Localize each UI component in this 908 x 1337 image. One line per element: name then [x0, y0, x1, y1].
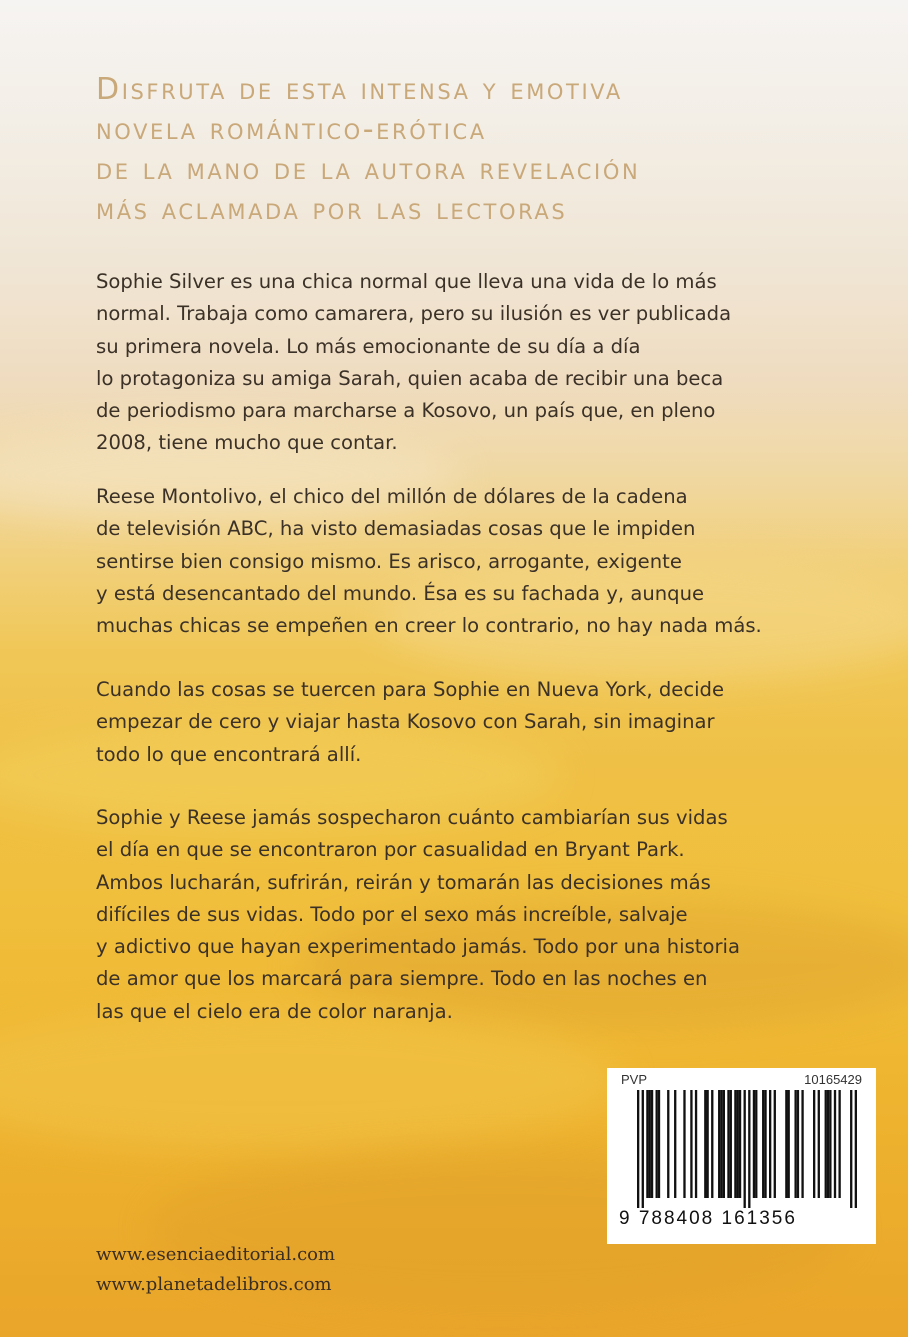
barcode-bar	[829, 1090, 831, 1198]
barcode-bar	[674, 1090, 676, 1198]
paragraph-line: todo lo que encontrará allí.	[96, 742, 362, 766]
barcode-bar	[769, 1090, 771, 1198]
barcode-bar	[658, 1090, 660, 1198]
publisher-url: www.esenciaeditorial.com	[96, 1244, 336, 1265]
barcode-bar	[818, 1090, 820, 1198]
paragraph-line: muchas chicas se empeñen en creer lo contrario, no hay nada más.	[96, 614, 762, 638]
barcode-bar	[656, 1090, 658, 1198]
synopsis-paragraph-2	[96, 481, 856, 642]
paragraph-line: de periodismo para marcharse a Kosovo, un país que, en pleno	[96, 399, 716, 423]
headline-line: más aclamada por las lectoras	[96, 192, 568, 227]
barcode-bar	[706, 1090, 708, 1198]
barcode-bar	[737, 1090, 739, 1198]
paragraph-line: normal. Trabaja como camarera, pero su ilusión es ver publicada	[96, 302, 732, 326]
publisher-urls	[96, 1240, 335, 1300]
barcode-bar	[801, 1090, 803, 1198]
barcode-bar	[744, 1090, 746, 1208]
barcode-bar	[667, 1090, 669, 1198]
paragraph-line: las que el cielo era de color naranja.	[96, 999, 453, 1023]
barcode-bar	[723, 1090, 725, 1198]
paragraph-line: de televisión ABC, ha visto demasiadas cosas que le impiden	[96, 517, 696, 541]
barcode-bar	[739, 1090, 741, 1198]
barcode-bar	[794, 1090, 796, 1198]
synopsis-paragraph-3	[96, 674, 856, 771]
paragraph-line: Reese Montolivo, el chico del millón de dólares de la cadena	[96, 485, 688, 508]
paragraph-line: 2008, tiene mucho que contar.	[96, 431, 398, 455]
barcode-bar	[718, 1090, 720, 1198]
barcode-bar	[755, 1090, 757, 1198]
barcode-bar	[720, 1090, 722, 1198]
headline-line: Disfruta de esta intensa y emotiva	[96, 72, 623, 107]
barcode-bar	[834, 1090, 836, 1198]
barcode-bar	[734, 1090, 736, 1198]
barcode-bar	[825, 1090, 827, 1198]
headline-line: novela romántico-erótica	[96, 112, 487, 147]
barcode-bar	[774, 1090, 776, 1198]
barcode-bar	[785, 1090, 787, 1198]
barcode-bar	[855, 1090, 857, 1208]
barcode-graphic	[637, 1090, 857, 1208]
barcode-bar	[762, 1090, 764, 1198]
paragraph-line: y adictivo que hayan experimentado jamás. Todo por una historia	[96, 935, 740, 959]
barcode-bar	[813, 1090, 815, 1198]
cloud-shape	[0, 1010, 620, 1150]
paragraph-line: Sophie y Reese jamás sospecharon cuánto cambiarían sus vidas	[96, 806, 728, 829]
paragraph-line: difíciles de sus vidas. Todo por el sexo más increíble, salvaje	[96, 902, 688, 926]
paragraph-line: Cuando las cosas se tuercen para Sophie en Nueva York, decide	[96, 678, 725, 701]
barcode-bar	[642, 1090, 644, 1208]
paragraph-line: sentirse bien consigo mismo. Es arisco, arrogante, exigente	[96, 549, 682, 573]
paragraph-line: el día en que se encontraron por casualidad en Bryant Park.	[96, 838, 685, 862]
price-label: PVP	[621, 1072, 648, 1087]
barcode-bar	[727, 1090, 729, 1198]
synopsis-paragraph-4	[96, 802, 856, 1028]
barcode-bar	[690, 1090, 692, 1198]
barcode-bar	[788, 1090, 790, 1198]
barcode-bar	[711, 1090, 713, 1198]
barcode-bar	[695, 1090, 697, 1198]
barcode-bar	[838, 1090, 840, 1198]
paragraph-line: y está desencantado del mundo. Ésa es su fachada y, aunque	[96, 581, 705, 605]
isbn-digits: 9 788408 161356	[619, 1208, 797, 1229]
paragraph-line: de amor que los marcará para siempre. Todo en las noches en	[96, 967, 708, 991]
barcode-panel	[607, 1068, 876, 1244]
paragraph-line: su primera novela. Lo más emocionante de su día a día	[96, 334, 641, 358]
headline-line: de la mano de la autora revelación	[96, 152, 641, 187]
paragraph-line: Ambos lucharán, sufrirán, reirán y tomarán las decisiones más	[96, 870, 711, 894]
barcode-bar	[651, 1090, 653, 1198]
barcode-bar	[637, 1090, 639, 1208]
paragraph-line: Sophie Silver es una chica normal que lleva una vida de lo más	[96, 270, 717, 293]
barcode-bar	[730, 1090, 732, 1198]
paragraph-line: lo protagoniza su amiga Sarah, quien acaba de recibir una beca	[96, 366, 724, 390]
barcode-bar	[646, 1090, 648, 1198]
product-code: 10165429	[804, 1072, 862, 1087]
headline	[96, 70, 876, 230]
barcode-bar	[827, 1090, 829, 1198]
barcode-bar	[850, 1090, 852, 1208]
paragraph-line: empezar de cero y viajar hasta Kosovo con Sarah, sin imaginar	[96, 710, 715, 734]
barcode-bar	[683, 1090, 685, 1198]
barcode-bar	[764, 1090, 766, 1198]
barcode-bar	[748, 1090, 750, 1208]
synopsis-paragraph-1	[96, 266, 856, 460]
barcode-bar	[649, 1090, 651, 1198]
publisher-url: www.planetadelibros.com	[96, 1274, 332, 1295]
barcode-bar	[797, 1090, 799, 1198]
barcode-bar	[704, 1090, 706, 1198]
barcode-bar	[753, 1090, 755, 1198]
